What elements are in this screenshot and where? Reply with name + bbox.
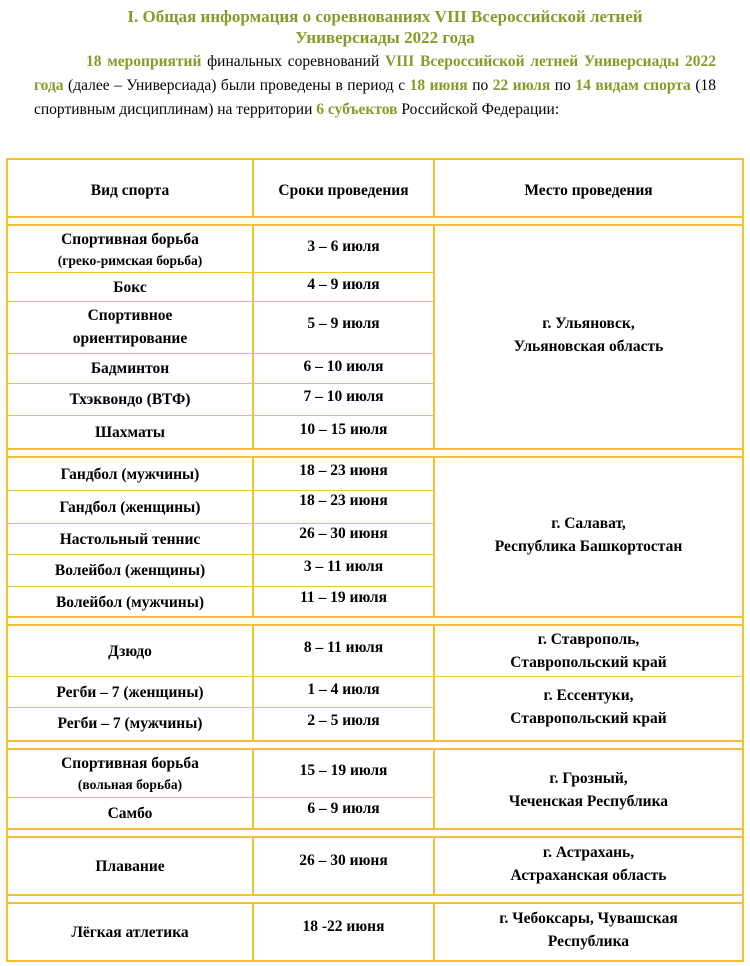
table-row-dates: 3 – 11 июля xyxy=(303,557,384,575)
place-city: г. Грозный, xyxy=(549,770,628,787)
sport-note: (вольная борьба) xyxy=(77,777,183,792)
intro-text-6: Российской Федерации: xyxy=(397,101,560,118)
table-row-sport: Дзюдо xyxy=(108,642,152,660)
table-row-dates: 5 – 9 июля xyxy=(307,314,380,332)
table-row-sport: Волейбол (женщины) xyxy=(54,561,206,579)
place-cell xyxy=(435,626,742,676)
table-row-dates: 4 – 9 июля xyxy=(307,275,380,293)
table-row-sport: Настольный теннис xyxy=(59,530,201,548)
place-cell xyxy=(435,677,742,737)
table-row-dates: 15 – 19 июля xyxy=(299,761,388,779)
place-city: г. Ессентуки, xyxy=(543,687,634,704)
table-row-sport: Шахматы xyxy=(94,423,166,441)
competitions-table xyxy=(6,158,744,962)
table-row-dates: 6 – 10 июля xyxy=(303,357,384,375)
table-row-dates: 11 – 19 июля xyxy=(300,588,387,606)
place-cell xyxy=(435,290,742,380)
place-cell xyxy=(435,490,742,580)
header-place: Место проведения xyxy=(524,181,653,199)
group-separator xyxy=(8,894,742,904)
place-city: г. Ульяновск, xyxy=(542,315,635,332)
table-row-sport: Бадминтон xyxy=(90,359,170,377)
sports-count: 14 видам спорта xyxy=(575,77,691,94)
table-row-sport: Волейбол (мужчины) xyxy=(55,593,205,611)
table-row-dates: 1 – 4 июля xyxy=(307,680,380,698)
table-row-dates: 18 – 23 июня xyxy=(299,491,388,509)
heading-line-1: I. Общая информация о соревнованиях VIII Всероссийской летней xyxy=(127,7,643,26)
intro-paragraph xyxy=(34,50,716,122)
place-city: г. Чебоксары, Чувашская xyxy=(499,910,678,927)
place-region: Астраханская область xyxy=(510,867,667,884)
place-region: Ульяновская область xyxy=(513,338,664,355)
table-row-sport: Плавание xyxy=(95,857,165,875)
table-row-sport: Бокс xyxy=(113,278,147,296)
place-cell xyxy=(435,758,742,822)
table-row-sport xyxy=(8,226,252,272)
event-title: VIII Всероссийской летней Универсиады 2022 года xyxy=(34,53,716,94)
table-row-sport: Регби – 7 (женщины) xyxy=(56,683,204,701)
place-city: г. Салават, xyxy=(551,515,626,532)
intro-text-5: (18 спортивным дисциплинам) на территории xyxy=(34,77,716,118)
sport-name: Спортивная борьба xyxy=(61,755,199,772)
sport-note: (греко-римская борьба) xyxy=(57,253,203,268)
place-region: Чеченская Республика xyxy=(508,793,669,810)
place-region: Ставропольский край xyxy=(510,654,667,671)
table-row-sport: Тхэквондо (ВТФ) xyxy=(69,390,191,408)
intro-text-3: по xyxy=(467,77,493,94)
place-region: Республика xyxy=(547,933,630,950)
place-city: г. Ставрополь, xyxy=(537,631,640,648)
group-separator xyxy=(8,216,742,226)
table-row-dates: 8 – 11 июля xyxy=(303,638,384,656)
end-date: 22 июля xyxy=(492,77,551,94)
section-heading xyxy=(60,6,710,48)
intro-text-4: по xyxy=(550,77,576,94)
header-sport: Вид спорта xyxy=(90,181,170,199)
group-separator xyxy=(8,828,742,838)
table-row-sport xyxy=(8,750,252,796)
heading-line-2: Универсиады 2022 года xyxy=(295,28,475,47)
events-count: 18 мероприятий xyxy=(86,53,202,70)
table-row-dates: 10 – 15 июля xyxy=(299,420,388,438)
place-cell xyxy=(435,838,742,890)
table-row-dates: 2 – 5 июля xyxy=(307,711,380,729)
place-region: Республика Башкортостан xyxy=(494,538,683,555)
header-dates: Сроки проведения xyxy=(278,181,409,199)
place-region: Ставропольский край xyxy=(510,710,667,727)
table-row-sport: Гандбол (мужчины) xyxy=(60,465,200,483)
sport-name: Спортивная борьба xyxy=(61,231,199,248)
regions-count: 6 субъектов xyxy=(316,101,398,118)
group-separator xyxy=(8,740,742,750)
table-row-dates: 7 – 10 июля xyxy=(303,387,384,405)
table-row-sport: Регби – 7 (мужчины) xyxy=(57,714,203,732)
start-date: 18 июня xyxy=(409,77,468,94)
table-row-dates: 6 – 9 июля xyxy=(307,799,380,817)
intro-text-2: (далее – Универсиада) были проведены в период с xyxy=(63,77,410,94)
group-separator xyxy=(8,616,742,626)
table-row-dates: 3 – 6 июля xyxy=(307,237,380,255)
table-row-sport: Гандбол (женщины) xyxy=(59,498,201,516)
place-cell xyxy=(435,904,742,956)
table-row-dates: 18 – 23 июня xyxy=(299,461,388,479)
intro-text-1: финальных соревнований xyxy=(201,53,385,70)
table-row-sport: Лёгкая атлетика xyxy=(71,923,189,941)
table-row-dates: 26 – 30 июня xyxy=(299,851,388,869)
table-row-sport: Самбо xyxy=(107,804,153,822)
table-row-dates: 26 – 30 июня xyxy=(299,524,388,542)
table-row-dates: 18 -22 июня xyxy=(302,917,385,935)
table-row-sport: Спортивное ориентирование xyxy=(72,307,188,347)
place-city: г. Астрахань, xyxy=(542,844,635,861)
